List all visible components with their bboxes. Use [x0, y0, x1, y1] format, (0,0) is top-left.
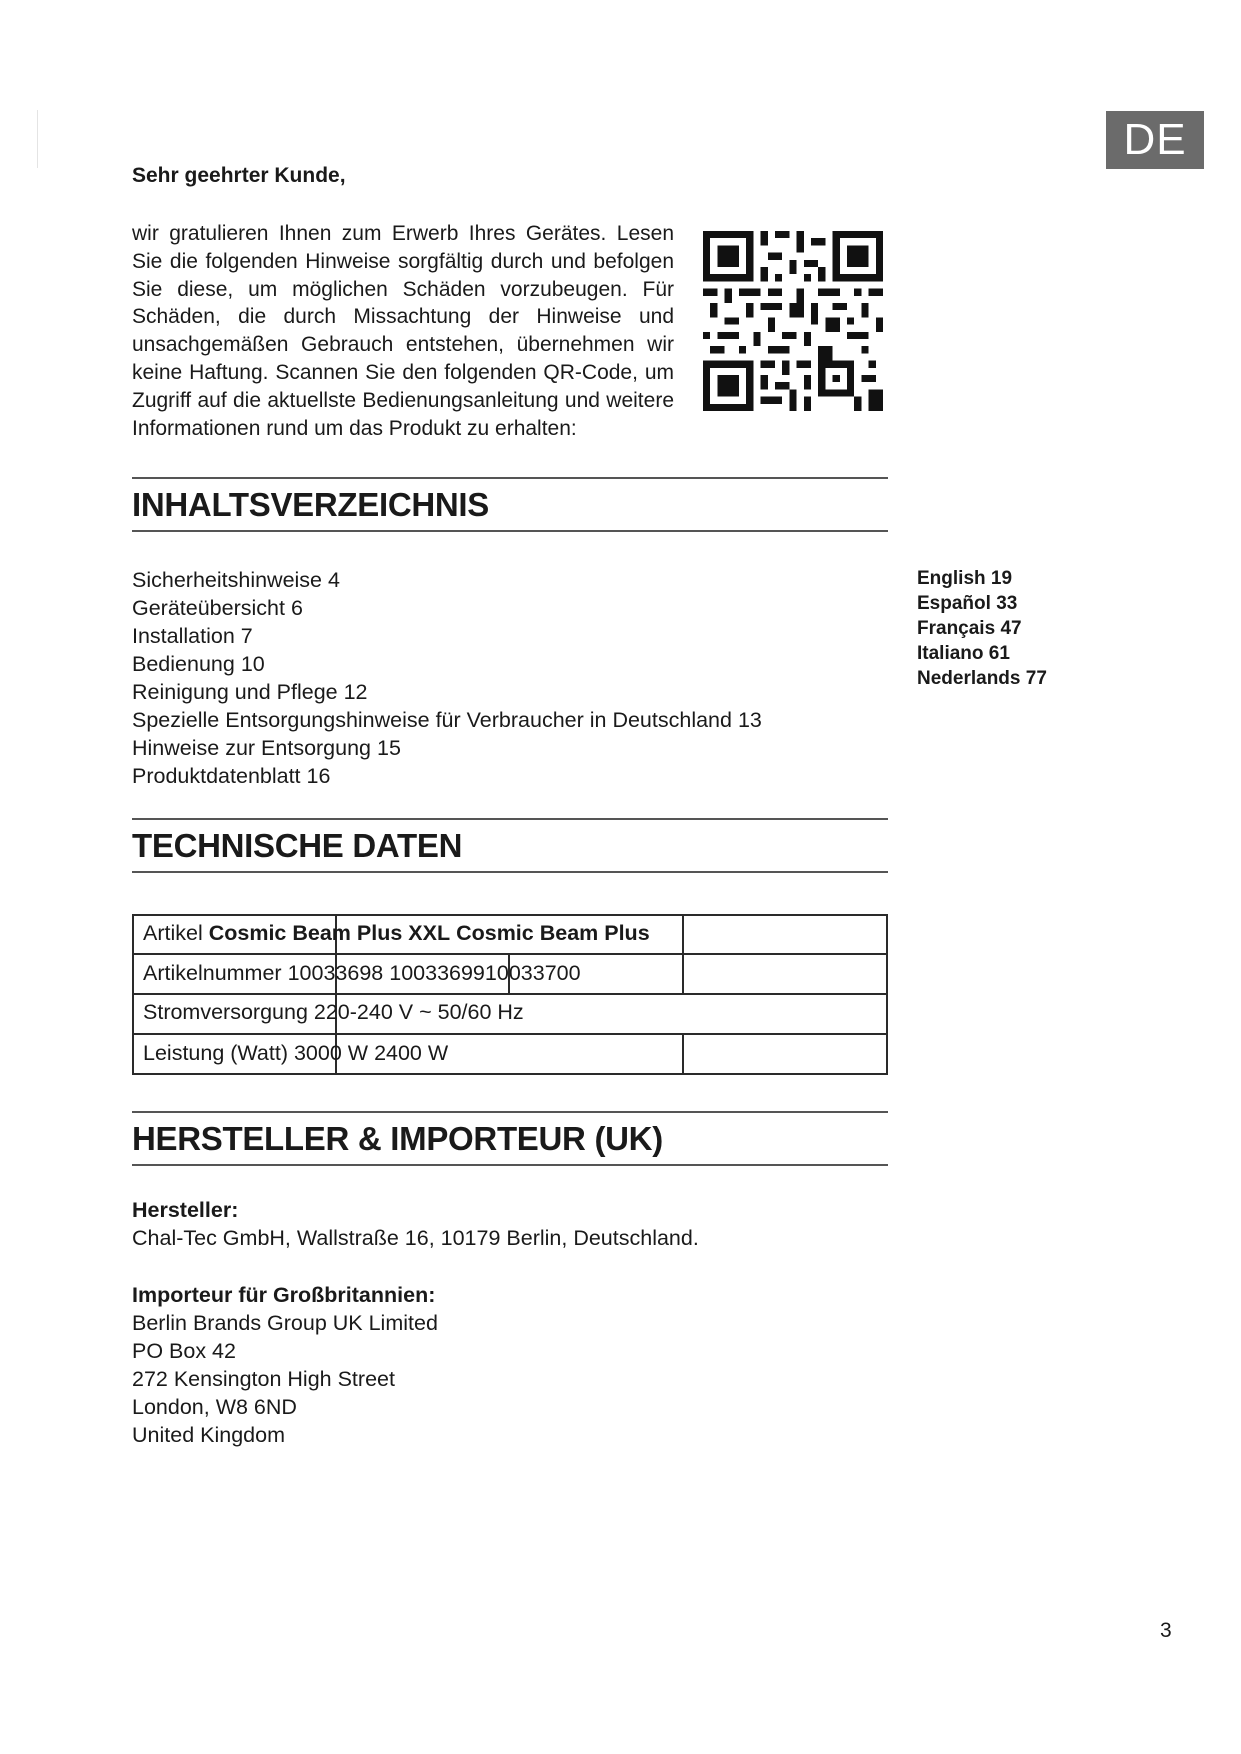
- intro-text: wir gratulieren Ihnen zum Erwerb Ihres Gerätes. Lesen Sie die folgenden Hinweise sorgfältig durch und befolgen Sie diese, um möglichen Schäden vorzubeugen. Für Schäden, die durch Missachtung der Hinweise und unsachgemäßen Gebrauch entstehen, übernehmen wir keine Haftung. Scannen Sie den folgenden QR-Code, um Zugriff auf die aktuellste Bedienungsanleitung und weitere Informationen rund um das Produkt zu erhalten:: [132, 222, 674, 440]
- margin-mark: [37, 110, 38, 168]
- table-line: [682, 914, 684, 995]
- row-value: Cosmic Beam Plus XXL: [208, 921, 451, 945]
- toc-item-label: Produktdatenblatt: [132, 764, 301, 788]
- row-value: 2400 W: [374, 1041, 449, 1065]
- toc-item[interactable]: [132, 650, 762, 678]
- language-page: 61: [988, 643, 1010, 664]
- tech-title: TECHNISCHE DATEN: [132, 827, 463, 864]
- toc-item-label: Hinweise zur Entsorgung: [132, 736, 372, 760]
- manufacturer-label: Hersteller:: [132, 1198, 239, 1222]
- tech-rule-bottom: [132, 871, 888, 873]
- toc-list: [132, 566, 762, 790]
- tech-data-table: [132, 914, 888, 1075]
- qr-code[interactable]: [703, 230, 883, 412]
- language-label: Italiano: [917, 643, 984, 664]
- language-label: Français: [917, 618, 996, 639]
- toc-item[interactable]: [132, 706, 762, 734]
- row-value: Cosmic Beam Plus: [456, 921, 650, 945]
- toc-item-page: 12: [343, 680, 368, 704]
- importer-line: United Kingdom: [132, 1423, 285, 1447]
- intro-paragraph: [132, 220, 674, 442]
- row-value: 10033698: [287, 961, 384, 985]
- toc-item[interactable]: [132, 566, 762, 594]
- row-label: Artikel: [143, 921, 203, 945]
- toc-item[interactable]: [132, 762, 762, 790]
- toc-item[interactable]: [132, 734, 762, 762]
- toc-item-page: 13: [737, 708, 762, 732]
- toc-item-page: 10: [240, 652, 265, 676]
- toc-item-page: 16: [306, 764, 331, 788]
- row-value: 10033699: [389, 961, 485, 985]
- language-page: 19: [990, 568, 1013, 589]
- toc-title: INHALTSVERZEICHNIS: [132, 486, 490, 523]
- toc-item-page: 4: [328, 568, 340, 592]
- table-row-stromversorgung: [143, 1000, 524, 1025]
- importer-line: 272 Kensington High Street: [132, 1367, 395, 1391]
- table-row-leistung: [143, 1041, 448, 1066]
- toc-item-label: Geräteübersicht: [132, 596, 285, 620]
- toc-item-label: Spezielle Entsorgungshinweise für Verbraucher in Deutschland: [132, 708, 732, 732]
- qr-finder-bottom-left: [703, 361, 753, 411]
- manufacturer-block: [132, 1196, 699, 1252]
- table-line: [132, 993, 888, 995]
- importer-label: Importeur für Großbritannien:: [132, 1283, 436, 1307]
- language-item[interactable]: [917, 616, 1047, 641]
- row-value: 220-240 V ~ 50/60 Hz: [313, 1000, 524, 1024]
- row-value: 3000 W: [293, 1041, 369, 1065]
- mfr-rule-bottom: [132, 1164, 888, 1166]
- toc-item-page: 7: [240, 624, 253, 648]
- language-label: Nederlands: [917, 668, 1021, 689]
- table-row-artikel: [143, 921, 650, 946]
- language-index: [917, 566, 1047, 691]
- language-item[interactable]: [917, 591, 1047, 616]
- row-label: Stromversorgung: [143, 1000, 308, 1024]
- toc-rule-top: [132, 477, 888, 479]
- row-value: 10033700: [484, 961, 581, 985]
- toc-item-page: 6: [290, 596, 303, 620]
- page-number: 3: [1160, 1619, 1172, 1642]
- toc-item[interactable]: [132, 622, 762, 650]
- toc-item-page: 15: [377, 736, 401, 760]
- mfr-rule-top: [132, 1111, 888, 1113]
- salutation: Sehr geehrter Kunde,: [132, 164, 346, 187]
- table-row-artikelnummer: [143, 961, 581, 986]
- toc-item-label: Reinigung und Pflege: [132, 680, 338, 704]
- table-line: [132, 1073, 888, 1075]
- toc-item-label: Sicherheitshinweise: [132, 568, 323, 592]
- qr-finder-top-right: [833, 231, 883, 281]
- language-item[interactable]: [917, 566, 1047, 591]
- toc-item-label: Installation: [132, 624, 235, 648]
- language-item[interactable]: [917, 641, 1047, 666]
- table-line: [132, 914, 134, 1075]
- table-line: [132, 914, 888, 916]
- toc-item-label: Bedienung: [132, 652, 235, 676]
- language-label: Español: [917, 593, 991, 614]
- row-label: Artikelnummer: [143, 961, 282, 985]
- language-badge: DE: [1106, 111, 1204, 169]
- language-label: English: [917, 568, 986, 589]
- language-item[interactable]: [917, 666, 1047, 691]
- mfr-title: HERSTELLER & IMPORTEUR (UK): [132, 1120, 663, 1157]
- table-line: [132, 953, 888, 955]
- manufacturer-address: Chal-Tec GmbH, Wallstraße 16, 10179 Berlin, Deutschland.: [132, 1226, 699, 1250]
- toc-item[interactable]: [132, 594, 762, 622]
- toc-item[interactable]: [132, 678, 762, 706]
- importer-line: London, W8 6ND: [132, 1395, 297, 1419]
- language-page: 47: [1000, 618, 1022, 639]
- table-line: [886, 914, 888, 1075]
- importer-line: PO Box 42: [132, 1339, 236, 1363]
- qr-finder-top-left: [703, 231, 753, 281]
- importer-block: [132, 1281, 438, 1449]
- language-page: 77: [1025, 668, 1047, 689]
- table-line: [682, 1033, 684, 1075]
- row-label: Leistung (Watt): [143, 1041, 288, 1065]
- toc-rule-bottom: [132, 530, 888, 532]
- importer-line: Berlin Brands Group UK Limited: [132, 1311, 438, 1335]
- tech-rule-top: [132, 818, 888, 820]
- language-page: 33: [996, 593, 1018, 614]
- table-line: [132, 1033, 888, 1035]
